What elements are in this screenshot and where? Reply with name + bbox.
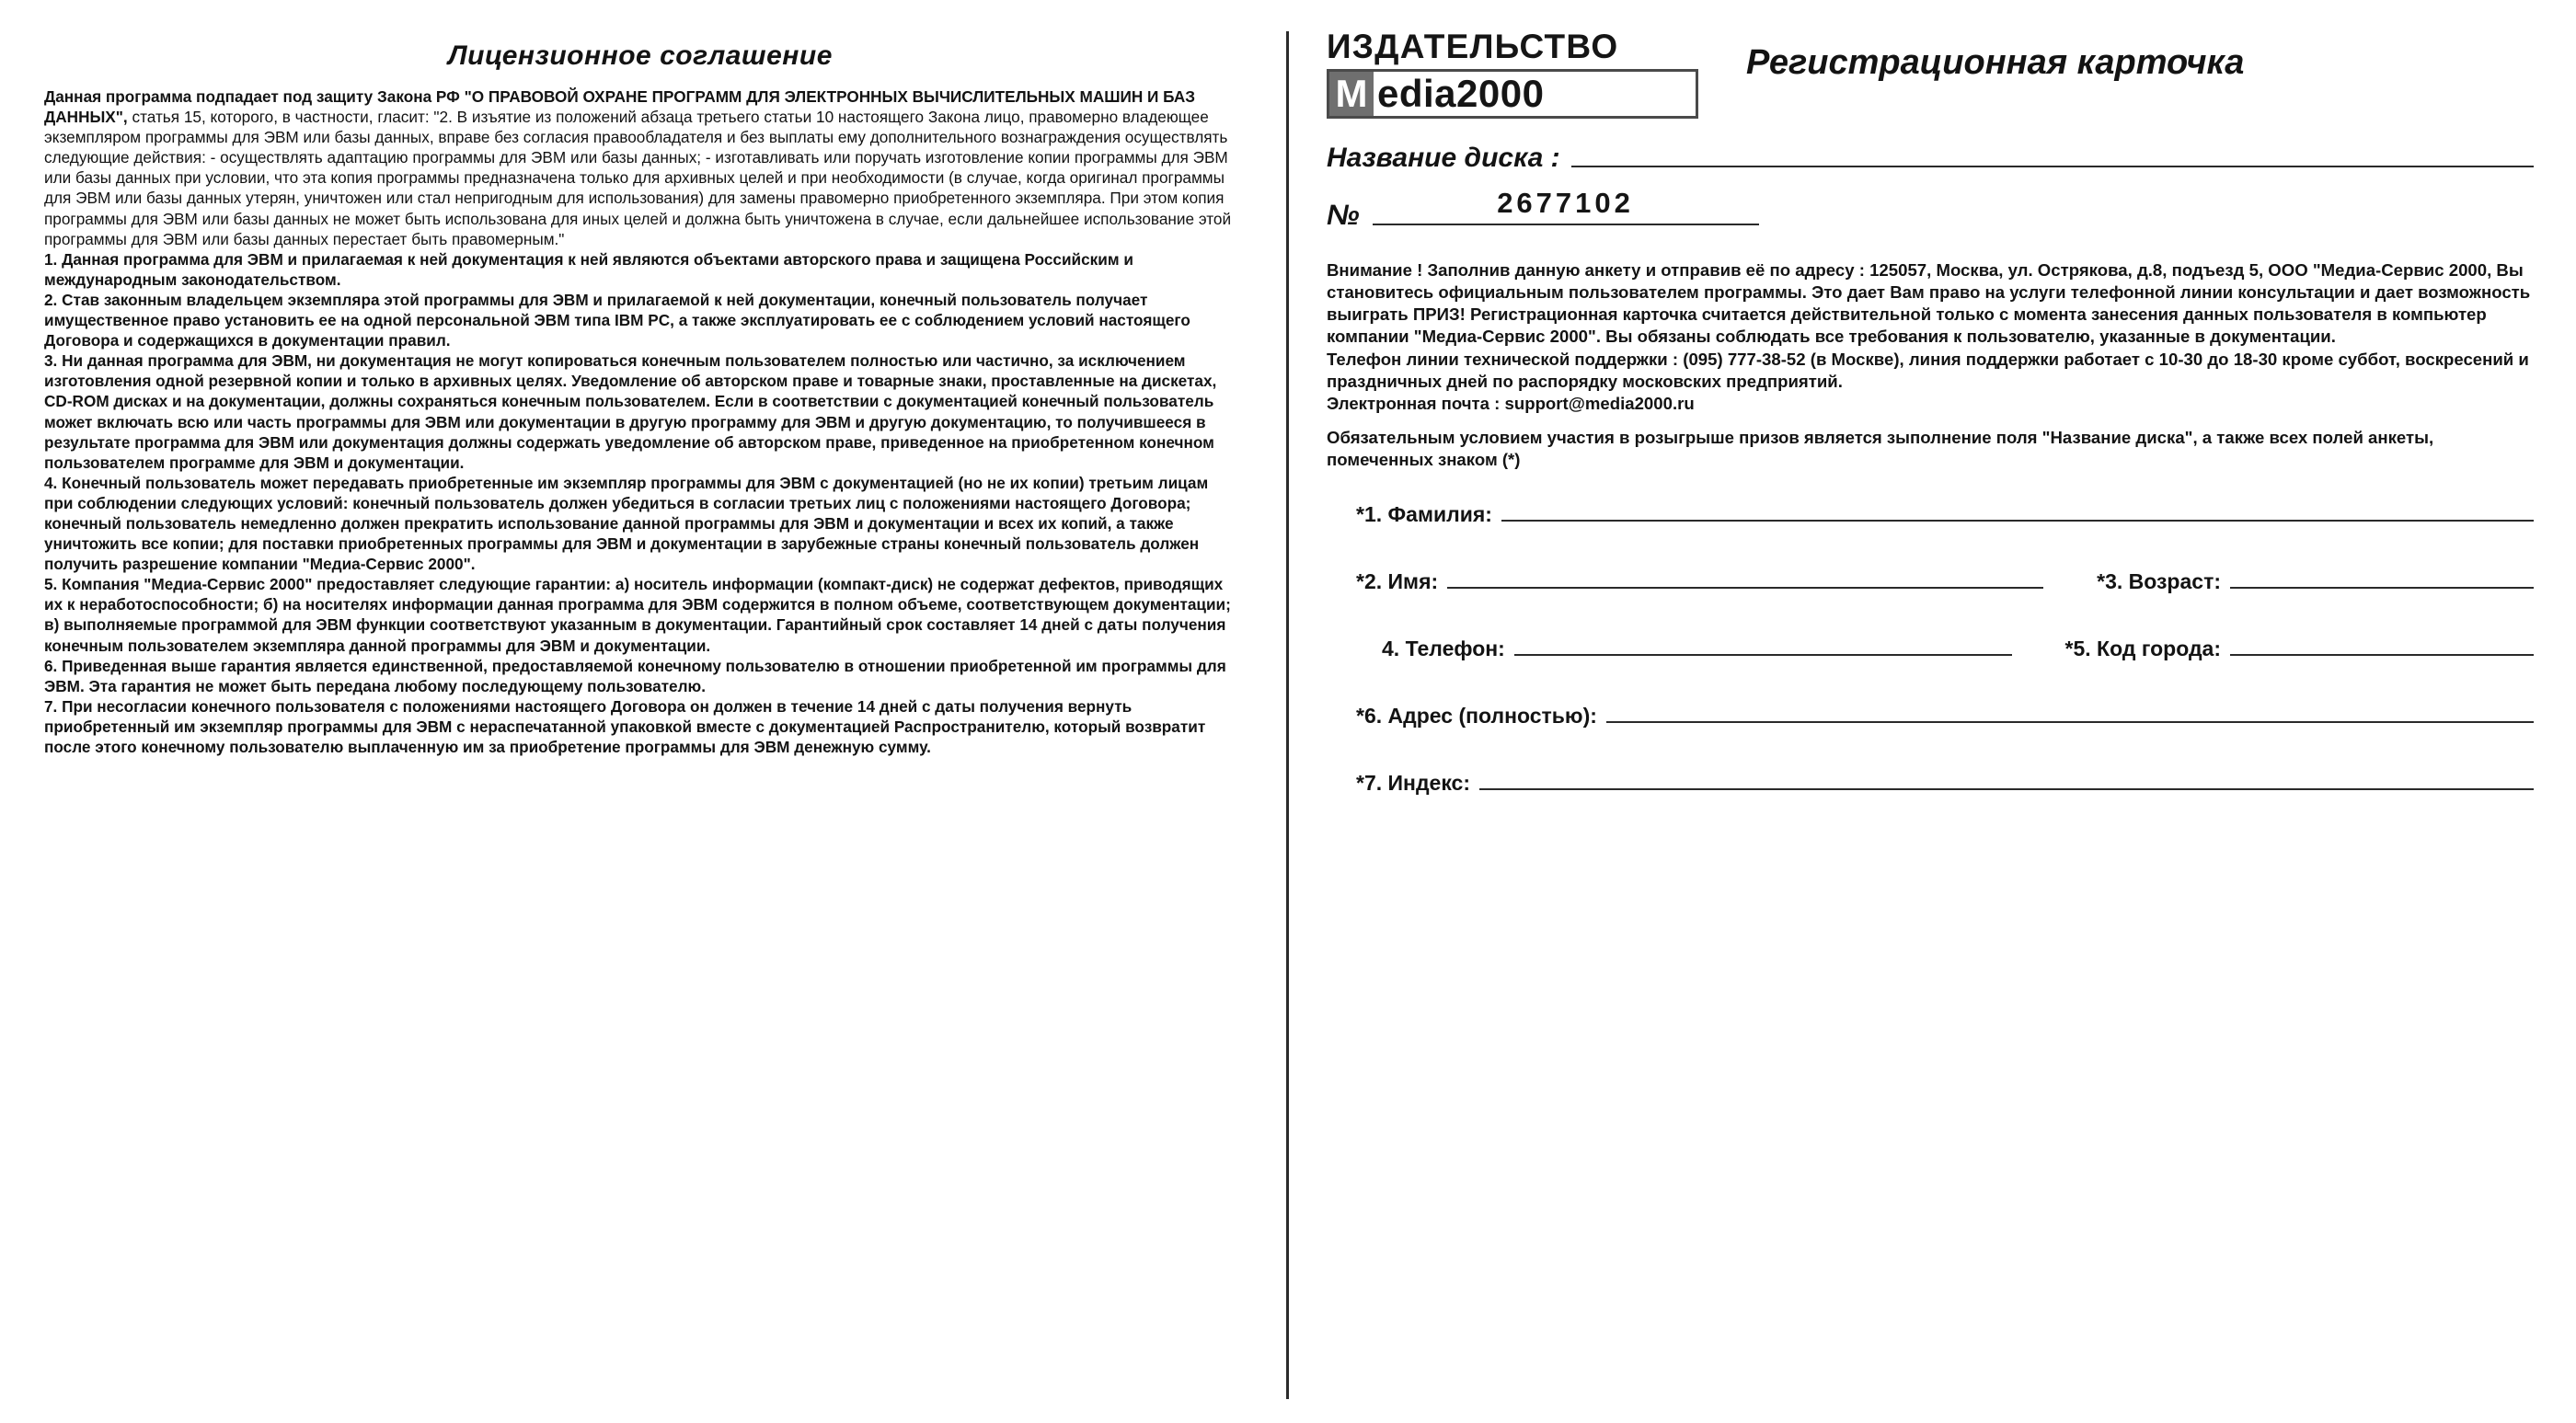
logo-badge-text: edia2000 bbox=[1377, 71, 1545, 115]
disc-name-label: Название диска : bbox=[1327, 142, 1560, 173]
licence-clause: 7. При несогласии конечного пользователя с положениями настоящего Договора он должен в течение 14 дней с даты получения вернуть приобретенный им экземпляр программы для ЭВМ с нераспечатанной упаковкой вместе с документацией Распространителю, который возвратит после этого конечному пользователю выплаченную им за приобретение программы для ЭВМ денежную сумму. bbox=[44, 696, 1206, 756]
field-label-city-code: *5. Код города: bbox=[2064, 637, 2221, 661]
field-row-address bbox=[1327, 704, 2534, 729]
field-label-phone: 4. Телефон: bbox=[1382, 637, 1505, 661]
disc-name-write-line[interactable] bbox=[1571, 166, 2534, 167]
field-input-phone[interactable] bbox=[1514, 654, 2012, 656]
card-number-field bbox=[1373, 187, 1759, 232]
card-title: Регистрационная карточка bbox=[1746, 43, 2245, 82]
card-header bbox=[1327, 24, 2534, 119]
notice-paragraph-4: Обязательным условием участия в розыгрыше призов является зыполнение поля "Название диска", а также всех полей анкеты, помеченных знаком (*) bbox=[1327, 428, 2434, 470]
logo-badge bbox=[1327, 69, 1698, 119]
field-label-surname: *1. Фамилия: bbox=[1356, 502, 1492, 527]
field-label-postcode: *7. Индекс: bbox=[1356, 771, 1470, 796]
licence-intro bbox=[44, 86, 1236, 249]
card-number-underline bbox=[1373, 224, 1759, 225]
field-row-phone-citycode bbox=[1327, 637, 2534, 661]
licence-body bbox=[44, 86, 1236, 757]
notice-gap bbox=[1327, 415, 2534, 427]
licence-title: Лицензионное соглашение bbox=[448, 40, 833, 71]
field-row-postcode bbox=[1327, 771, 2534, 796]
field-row-surname bbox=[1327, 502, 2534, 527]
licence-clause: 2. Став законным владельцем экземпляра этой программы для ЭВМ и прилагаемой к ней документации, конечный пользователь получает имущественное право установить ее на одной персональной ЭВМ типа IBM PC, а также эксплуатировать ее с соблюдением условий настоящего Договора и содержащихся в документации правил. bbox=[44, 290, 1190, 350]
field-input-name[interactable] bbox=[1447, 587, 2043, 589]
card-number-label: № bbox=[1327, 198, 1360, 231]
licence-clause: 5. Компания "Медиа-Сервис 2000" предоставляет следующие гарантии: а) носитель информации (компакт-диск) не содержат дефектов, приводящих их к неработоспособности; б) на носителях информации данная программа для ЭВМ содержится в полном объеме, соответствующем документации; в) выполняемые программой для ЭВМ функции соответствуют указанным в документации. Гарантийный срок составляет 14 дней с даты получения конечным пользователем экземпляра данной программы для ЭВМ и документации. bbox=[44, 575, 1231, 655]
field-label-age: *3. Возраст: bbox=[2097, 569, 2221, 594]
publisher-logo bbox=[1327, 24, 1722, 119]
field-input-address[interactable] bbox=[1606, 721, 2534, 723]
field-label-address: *6. Адрес (полностью): bbox=[1356, 704, 1597, 729]
field-input-city-code[interactable] bbox=[2230, 654, 2534, 656]
publisher-word: ИЗДАТЕЛЬСТВО bbox=[1327, 28, 1619, 65]
licence-clause: 4. Конечный пользователь может передавать приобретенные им экземпляр программы для ЭВМ с документацией (но не их копии) третьим лицам при соблюдении следующих условий: конечный пользователь должен убедиться в согласии третьих лиц с положениями настоящего Договора; конечный пользователь немедленно должен прекратить использование данной программы для ЭВМ и документации и всех их копий, а также уничтожить все копии; для поставки приобретенных программы для ЭВМ и документации в зарубежные страны конечный пользователь должен получить разрешение компании "Медиа-Сервис 2000". bbox=[44, 473, 1209, 574]
notice-block bbox=[1327, 259, 2534, 472]
field-row-name-age bbox=[1327, 569, 2534, 594]
notice-paragraph-1: Внимание ! Заполнив данную анкету и отправив её по адресу : 125057, Москва, ул. Острякова, д.8, подъезд 5, ООО "Медиа-Сервис 2000, Вы становитесь официальным пользователем программы. Это дает Вам право на услуги телефонной линии консультации и дает возможность выиграть ПРИЗ! Регистрационная карточка считается действительной только с момента занесения данных пользователя в компьютер компании "Медиа-Сервис 2000". Вы обязаны соблюдать все требования к пользователю, указанные в документации. bbox=[1327, 259, 2531, 347]
licence-panel bbox=[0, 0, 1286, 1423]
licence-intro-bold: Данная программа подпадает под защиту Закона РФ "О ПРАВОВОЙ ОХРАНЕ ПРОГРАММ ДЛЯ ЭЛЕКТРОННЫХ ВЫЧИСЛИТЕЛЬНЫХ МАШИН И БАЗ ДАННЫХ", bbox=[44, 87, 1196, 127]
field-input-surname[interactable] bbox=[1501, 520, 2534, 522]
licence-clause: 1. Данная программа для ЭВМ и прилагаемая к ней документация к ней являются объектами авторского права и защищена Российским и международным законодательством. bbox=[44, 249, 1133, 289]
licence-intro-thin: статья 15, которого, в частности, гласит: "2. В изъятие из положений абзаца третьего статьи 10 настоящего Закона лицо, правомерно владеющее экземпляром программы для ЭВМ или базы данных, вправе без согласия правообладателя и без выплаты ему дополнительного вознаграждения осуществлять следующие действия: - осуществлять адаптацию программы для ЭВМ или базы данных; - изготавливать или поручать изготовление копии программы для ЭВМ или базы данных при условии, что эта копия программы предназначена только для архивных целей и при необходимости (в случае, когда оригинал программы для ЭВМ или базы данных утерян, уничтожен или стал непригодным для использования) для замены правомерно приобретенного экземпляра. При этом копия программы для ЭВМ или базы данных не может быть использована для иных целей и должна быть уничтожена в случае, если дальнейшее использование этой программы для ЭВМ или базы данных перестает быть правомерным." bbox=[44, 108, 1232, 248]
licence-clause: 3. Ни данная программа для ЭВМ, ни документация не могут копироваться конечным пользователем полностью или частично, за исключением изготовления одной резервной копии и только в архивных целях. Уведомление об авторском праве и товарные знаки, проставленные на дискетах, CD-ROM дисках и на документации, должны сохраняться конечным пользователем. Если в соответствии с документацией конечный пользователь может включать всю или часть программы для ЭВМ или документации в другую программу для ЭВМ и другую документацию, то получившееся в результате программа для ЭВМ или документация должны содержать уведомление об авторском праве, приведенное на приобретенном конечном пользователем программе для ЭВМ и документации. bbox=[44, 351, 1217, 472]
notice-paragraph-2: Телефон линии технической поддержки : (095) 777-38-52 (в Москве), линия поддержки работает с 10-30 до 18-30 кроме суббот, воскресений и праздничных дней по распорядку московских предприятий. bbox=[1327, 349, 2529, 391]
card-number-value: 2677102 bbox=[1497, 186, 1634, 219]
card-number-row bbox=[1327, 187, 2534, 232]
field-input-postcode[interactable] bbox=[1479, 788, 2534, 790]
disc-name-row bbox=[1327, 143, 2534, 174]
notice-paragraph-3: Электронная почта : support@media2000.ru bbox=[1327, 393, 1695, 413]
licence-clause: 6. Приведенная выше гарантия является единственной, предоставляемой конечному пользователю в отношении приобретенной им программы для ЭВМ. Эта гарантия не может быть передана любому последующему пользователю. bbox=[44, 656, 1226, 695]
field-input-age[interactable] bbox=[2230, 587, 2534, 589]
form-fields bbox=[1327, 502, 2534, 796]
field-label-name: *2. Имя: bbox=[1356, 569, 1439, 594]
registration-card-panel bbox=[1286, 0, 2576, 1423]
logo-badge-letter: M bbox=[1329, 72, 1374, 116]
